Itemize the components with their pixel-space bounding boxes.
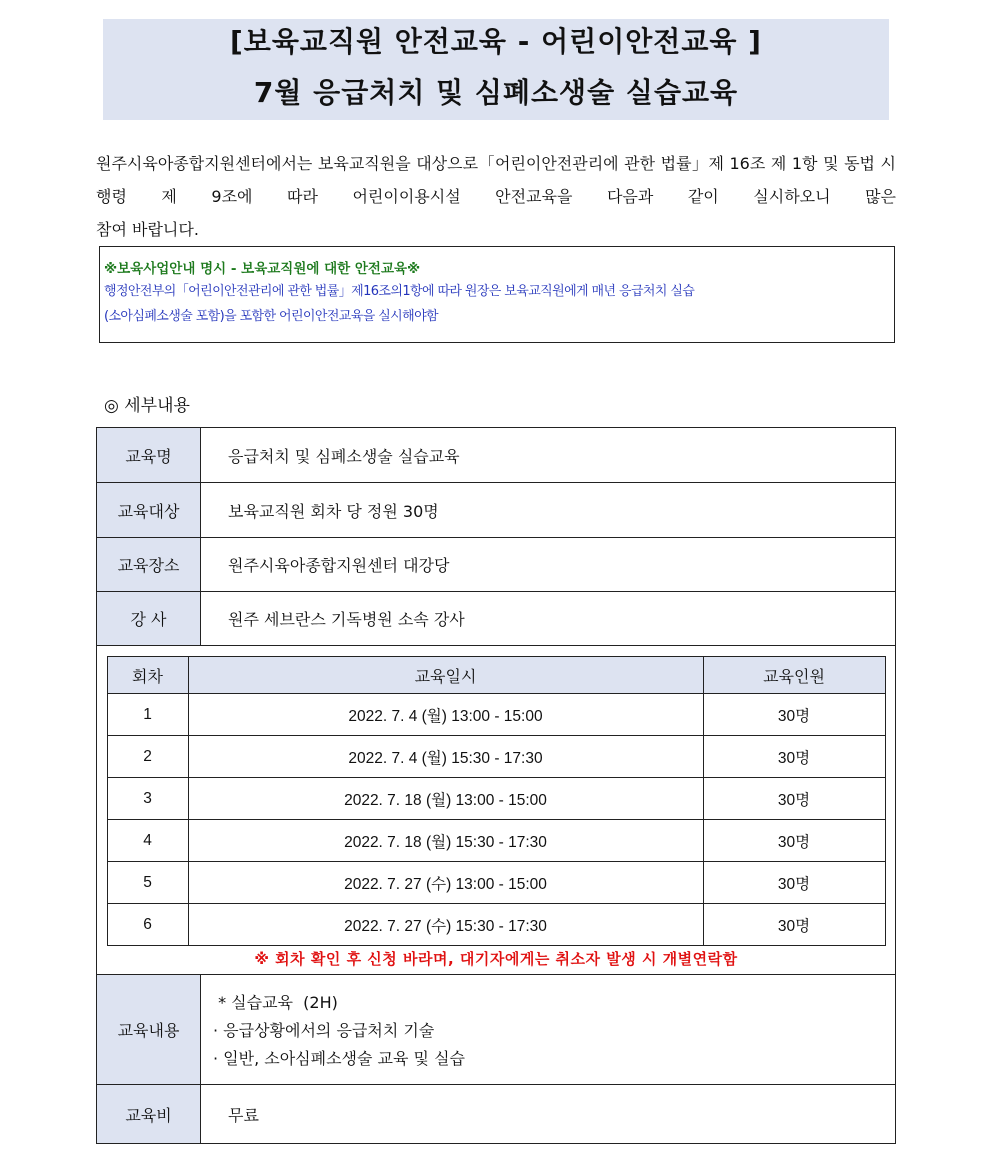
table-row [107, 862, 885, 904]
session-capacity: 30명 [703, 820, 885, 862]
schedule-row [97, 646, 896, 975]
table-row [107, 694, 885, 736]
schedule-header-row [107, 657, 885, 694]
schedule-table [107, 656, 886, 946]
label-fee: 교육비 [97, 1085, 201, 1144]
table-row [107, 904, 885, 946]
title-line-1: [보육교직원 안전교육 - 어린이안전교육 ] [230, 25, 762, 58]
session-capacity: 30명 [703, 736, 885, 778]
session-capacity: 30명 [703, 778, 885, 820]
session-datetime: 2022. 7. 4 (월) 13:00 - 15:00 [188, 694, 703, 736]
intro-text: 원주시육아종합지원센터에서는 보육교직원을 대상으로「어린이안전관리에 관한 법률」제 16조 제 1항 및 동법 시행령 제 9조에 따라 어린이이용시설 안전교육을 다음과 같이 실시하오니 많은 [96, 154, 896, 206]
content-list [201, 977, 895, 1083]
session-capacity: 30명 [703, 694, 885, 736]
header-datetime: 교육일시 [188, 657, 703, 694]
schedule-note: ※ 회차 확인 후 신청 바라며, 대기자에게는 취소자 발생 시 개별연락함 [254, 950, 738, 968]
label-place: 교육장소 [97, 538, 201, 592]
title-line-2: 7월 응급처치 및 심폐소생술 실습교육 [253, 76, 739, 109]
session-capacity: 30명 [703, 862, 885, 904]
label-lecturer: 강 사 [97, 592, 201, 646]
header-session: 회차 [107, 657, 188, 694]
session-number: 4 [107, 820, 188, 862]
table-row [107, 820, 885, 862]
table-row [107, 736, 885, 778]
label-target: 교육대상 [97, 483, 201, 538]
list-item: · 일반, 소아심폐소생술 교육 및 실습 [213, 1048, 465, 1068]
session-datetime: 2022. 7. 27 (수) 13:00 - 15:00 [188, 862, 703, 904]
detail-row-target [97, 483, 896, 538]
value-name: 응급처치 및 심폐소생술 실습교육 [201, 428, 896, 483]
notice-line-1: 행정안전부의「어린이안전관리에 관한 법률」제16조의1항에 따라 원장은 보육교직원에게 매년 응급처치 실습 [104, 284, 695, 299]
detail-row-fee [97, 1085, 896, 1144]
value-lecturer: 원주 세브란스 기독병원 소속 강사 [201, 592, 896, 646]
session-number: 5 [107, 862, 188, 904]
label-name: 교육명 [97, 428, 201, 483]
value-target: 보육교직원 회차 당 정원 30명 [201, 483, 896, 538]
session-datetime: 2022. 7. 4 (월) 15:30 - 17:30 [188, 736, 703, 778]
notice-title: ※보육사업안내 명시 - 보육교직원에 대한 안전교육※ [104, 261, 421, 277]
detail-row-place [97, 538, 896, 592]
intro-last-line: 참여 바랍니다. [96, 220, 199, 239]
section-title: ◎ 세부내용 [104, 396, 190, 416]
detail-row-name [97, 428, 896, 483]
session-datetime: 2022. 7. 18 (월) 13:00 - 15:00 [188, 778, 703, 820]
value-fee: 무료 [201, 1085, 896, 1144]
session-number: 2 [107, 736, 188, 778]
label-content: 교육내용 [97, 975, 201, 1085]
value-content [201, 975, 896, 1085]
detail-row-lecturer [97, 592, 896, 646]
header-capacity: 교육인원 [703, 657, 885, 694]
list-item: * 실습교육 (2H) [213, 992, 338, 1012]
details-table [96, 427, 896, 1144]
notice-box [99, 246, 895, 343]
session-datetime: 2022. 7. 18 (월) 15:30 - 17:30 [188, 820, 703, 862]
list-item: · 응급상황에서의 응급처치 기술 [213, 1020, 435, 1040]
session-number: 6 [107, 904, 188, 946]
title-banner [103, 19, 889, 120]
table-row [107, 778, 885, 820]
session-capacity: 30명 [703, 904, 885, 946]
session-number: 3 [107, 778, 188, 820]
detail-row-content [97, 975, 896, 1085]
notice-line-2: (소아심폐소생술 포함)을 포함한 어린이안전교육을 실시해야함 [104, 309, 438, 324]
value-place: 원주시육아종합지원센터 대강당 [201, 538, 896, 592]
session-datetime: 2022. 7. 27 (수) 15:30 - 17:30 [188, 904, 703, 946]
schedule-cell [97, 646, 896, 975]
intro-paragraph [96, 147, 896, 246]
session-number: 1 [107, 694, 188, 736]
